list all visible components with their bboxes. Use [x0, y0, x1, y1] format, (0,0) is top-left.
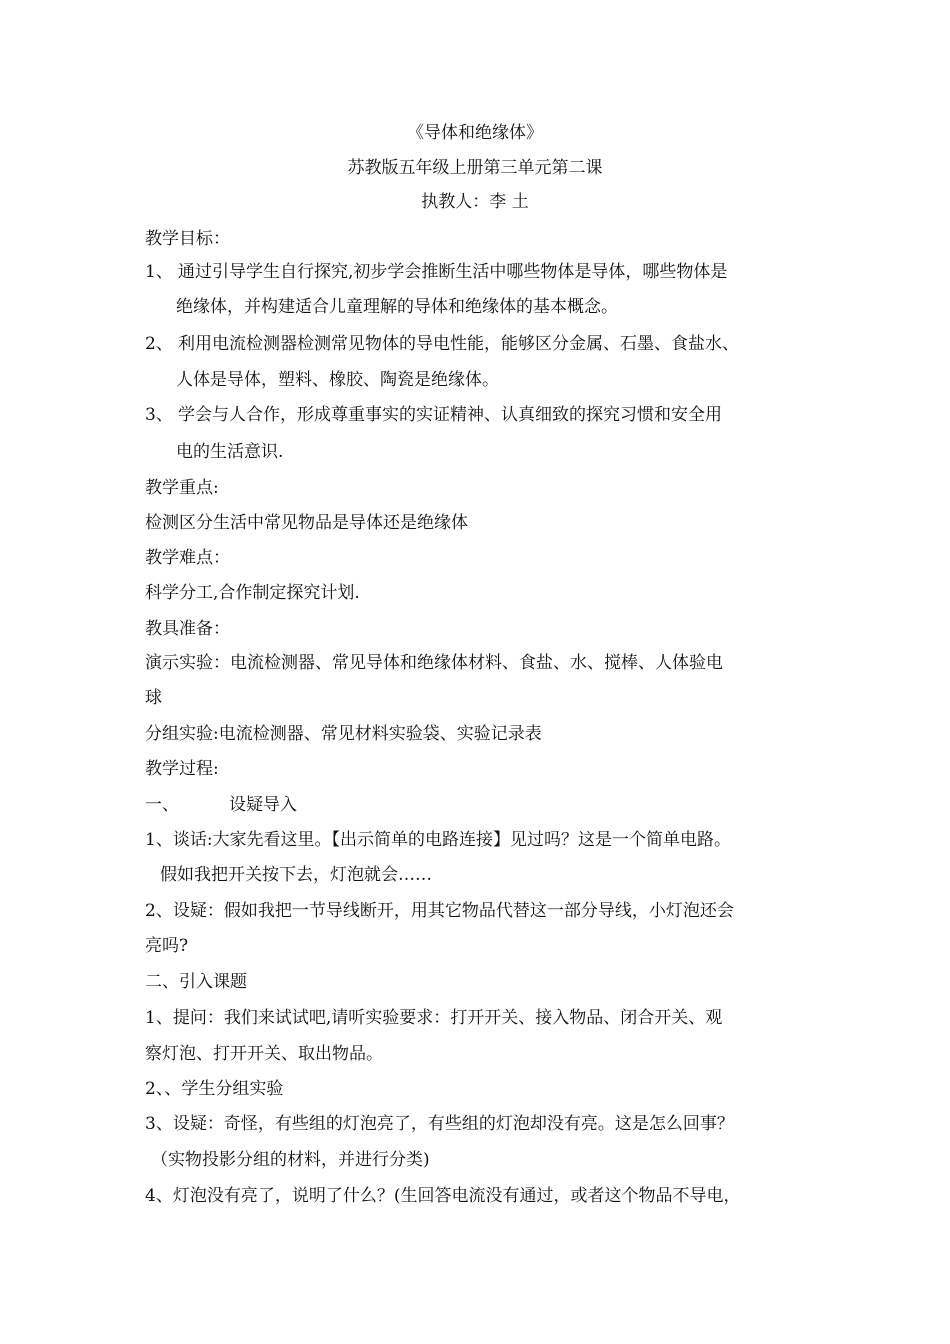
section-title: 设疑导入 [229, 795, 297, 815]
objective-number: 2、 [145, 334, 173, 354]
objective-number: 1、 [145, 262, 173, 282]
difficulty-heading: 教学难点： [145, 548, 230, 568]
objective-number: 3、 [145, 405, 173, 425]
s2-item-1: 1、提问：我们来试试吧,请听实验要求：打开开关、接入物品、闭合开关、观 [145, 1008, 723, 1028]
objective-text: 利用电流检测器检测常见物体的导电性能，能够区分金属、石墨、食盐水、 [178, 334, 739, 354]
demo-materials: 演示实验：电流检测器、常见导体和绝缘体材料、食盐、水、搅棒、人体验电 [145, 653, 723, 673]
objective-text: 学会与人合作，形成尊重事实的实证精神、认真细致的探究习惯和安全用 [178, 405, 722, 425]
document-subtitle: 苏教版五年级上册第三单元第二课 [347, 158, 603, 178]
objective-text: 通过引导学生自行探究,初步学会推断生活中哪些物体是导体，哪些物体是 [178, 262, 728, 282]
s1-item-2-cont: 亮吗? [145, 936, 189, 956]
key-point-heading: 教学重点: [145, 478, 219, 498]
s2-item-3: 3、设疑：奇怪，有些组的灯泡亮了，有些组的灯泡却没有亮。这是怎么回事？ [145, 1114, 734, 1134]
process-heading: 教学过程: [145, 759, 219, 779]
s2-item-1-cont: 察灯泡、打开开关、取出物品。 [145, 1044, 383, 1064]
objectives-heading: 教学目标： [145, 229, 230, 249]
s1-item-1: 1、谈话:大家先看这里。【出示简单的电路连接】见过吗？这是一个简单电路。 [145, 830, 732, 850]
demo-materials-cont: 球 [145, 688, 162, 708]
s1-item-1-cont: 假如我把开关按下去，灯泡就会…… [160, 865, 432, 885]
objective-item-3 [145, 404, 845, 426]
s2-item-4: 4、灯泡没有亮了，说明了什么？(生回答电流没有通过，或者这个物品不导电， [145, 1186, 741, 1206]
s2-item-3-cont: （实物投影分组的材料，并进行分类) [151, 1150, 430, 1170]
difficulty-text: 科学分工,合作制定探究计划. [145, 583, 360, 603]
section-2-heading: 二、引入课题 [145, 972, 247, 992]
s1-item-2: 2、设疑：假如我把一节导线断开，用其它物品代替这一部分导线，小灯泡还会 [145, 901, 734, 921]
objective-item-2-cont: 人体是导体，塑料、橡胶、陶瓷是绝缘体。 [176, 370, 499, 390]
group-materials: 分组实验:电流检测器、常见材料实验袋、实验记录表 [145, 724, 542, 744]
teacher-line: 执教人：李 土 [421, 192, 529, 212]
objective-item-3-cont: 电的生活意识. [176, 442, 284, 462]
objective-item-1 [145, 261, 845, 283]
key-point-text: 检测区分生活中常见物品是导体还是绝缘体 [145, 513, 468, 533]
section-number: 一、 [145, 795, 179, 815]
s2-item-2: 2、、学生分组实验 [145, 1079, 284, 1099]
section-1-heading [145, 794, 845, 816]
materials-heading: 教具准备： [145, 619, 230, 639]
objective-item-1-cont: 绝缘体，并构建适合儿童理解的导体和绝缘体的基本概念。 [176, 297, 618, 317]
objective-item-2 [145, 333, 845, 355]
document-title: 《导体和绝缘体》 [407, 123, 543, 143]
